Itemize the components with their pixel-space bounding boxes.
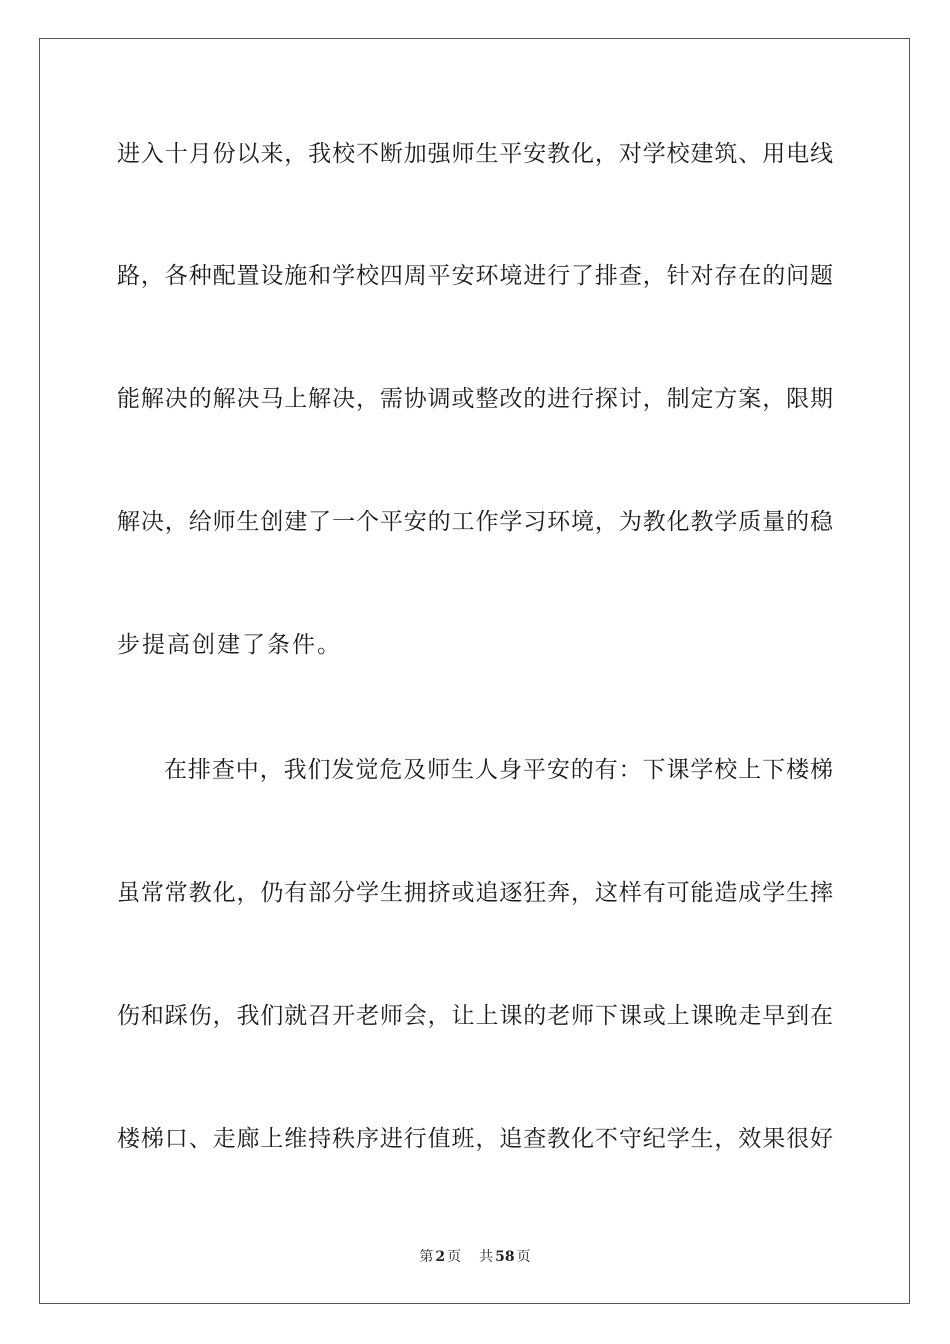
text-line: 进入十月份以来，我校不断加强师生平安教化，对学校建筑、用电线 <box>117 141 833 167</box>
paragraph-first-line: 在排查中，我们发觉危及师生人身平安的有：下课学校上下楼梯 <box>164 757 833 783</box>
page-border <box>39 38 910 1304</box>
text-line: 路，各种配置设施和学校四周平安环境进行了排查，针对存在的问题 <box>117 263 833 289</box>
text-line: 解决，给师生创建了一个平安的工作学习环境，为教化教学质量的稳 <box>117 509 833 535</box>
footer-total-pages: 58 <box>495 1249 515 1265</box>
footer-page-prefix: 第 <box>419 1249 434 1265</box>
footer-page-suffix: 页 <box>447 1249 462 1265</box>
text-line: 伤和踩伤，我们就召开老师会，让上课的老师下课或上课晚走早到在 <box>117 1003 833 1029</box>
text-line: 楼梯口、走廊上维持秩序进行值班，追查教化不守纪学生，效果很好 <box>117 1126 833 1152</box>
text-line: 能解决的解决马上解决，需协调或整改的进行探讨，制定方案，限期 <box>117 386 833 412</box>
page-footer <box>0 1248 950 1266</box>
footer-page-number: 2 <box>435 1249 446 1265</box>
footer-total-suffix: 页 <box>516 1249 531 1265</box>
text-line: 虽常常教化，仍有部分学生拥挤或追逐狂奔，这样有可能造成学生摔 <box>117 880 833 906</box>
text-line: 步提高创建了条件。 <box>117 632 342 658</box>
footer-total-prefix: 共 <box>479 1249 494 1265</box>
